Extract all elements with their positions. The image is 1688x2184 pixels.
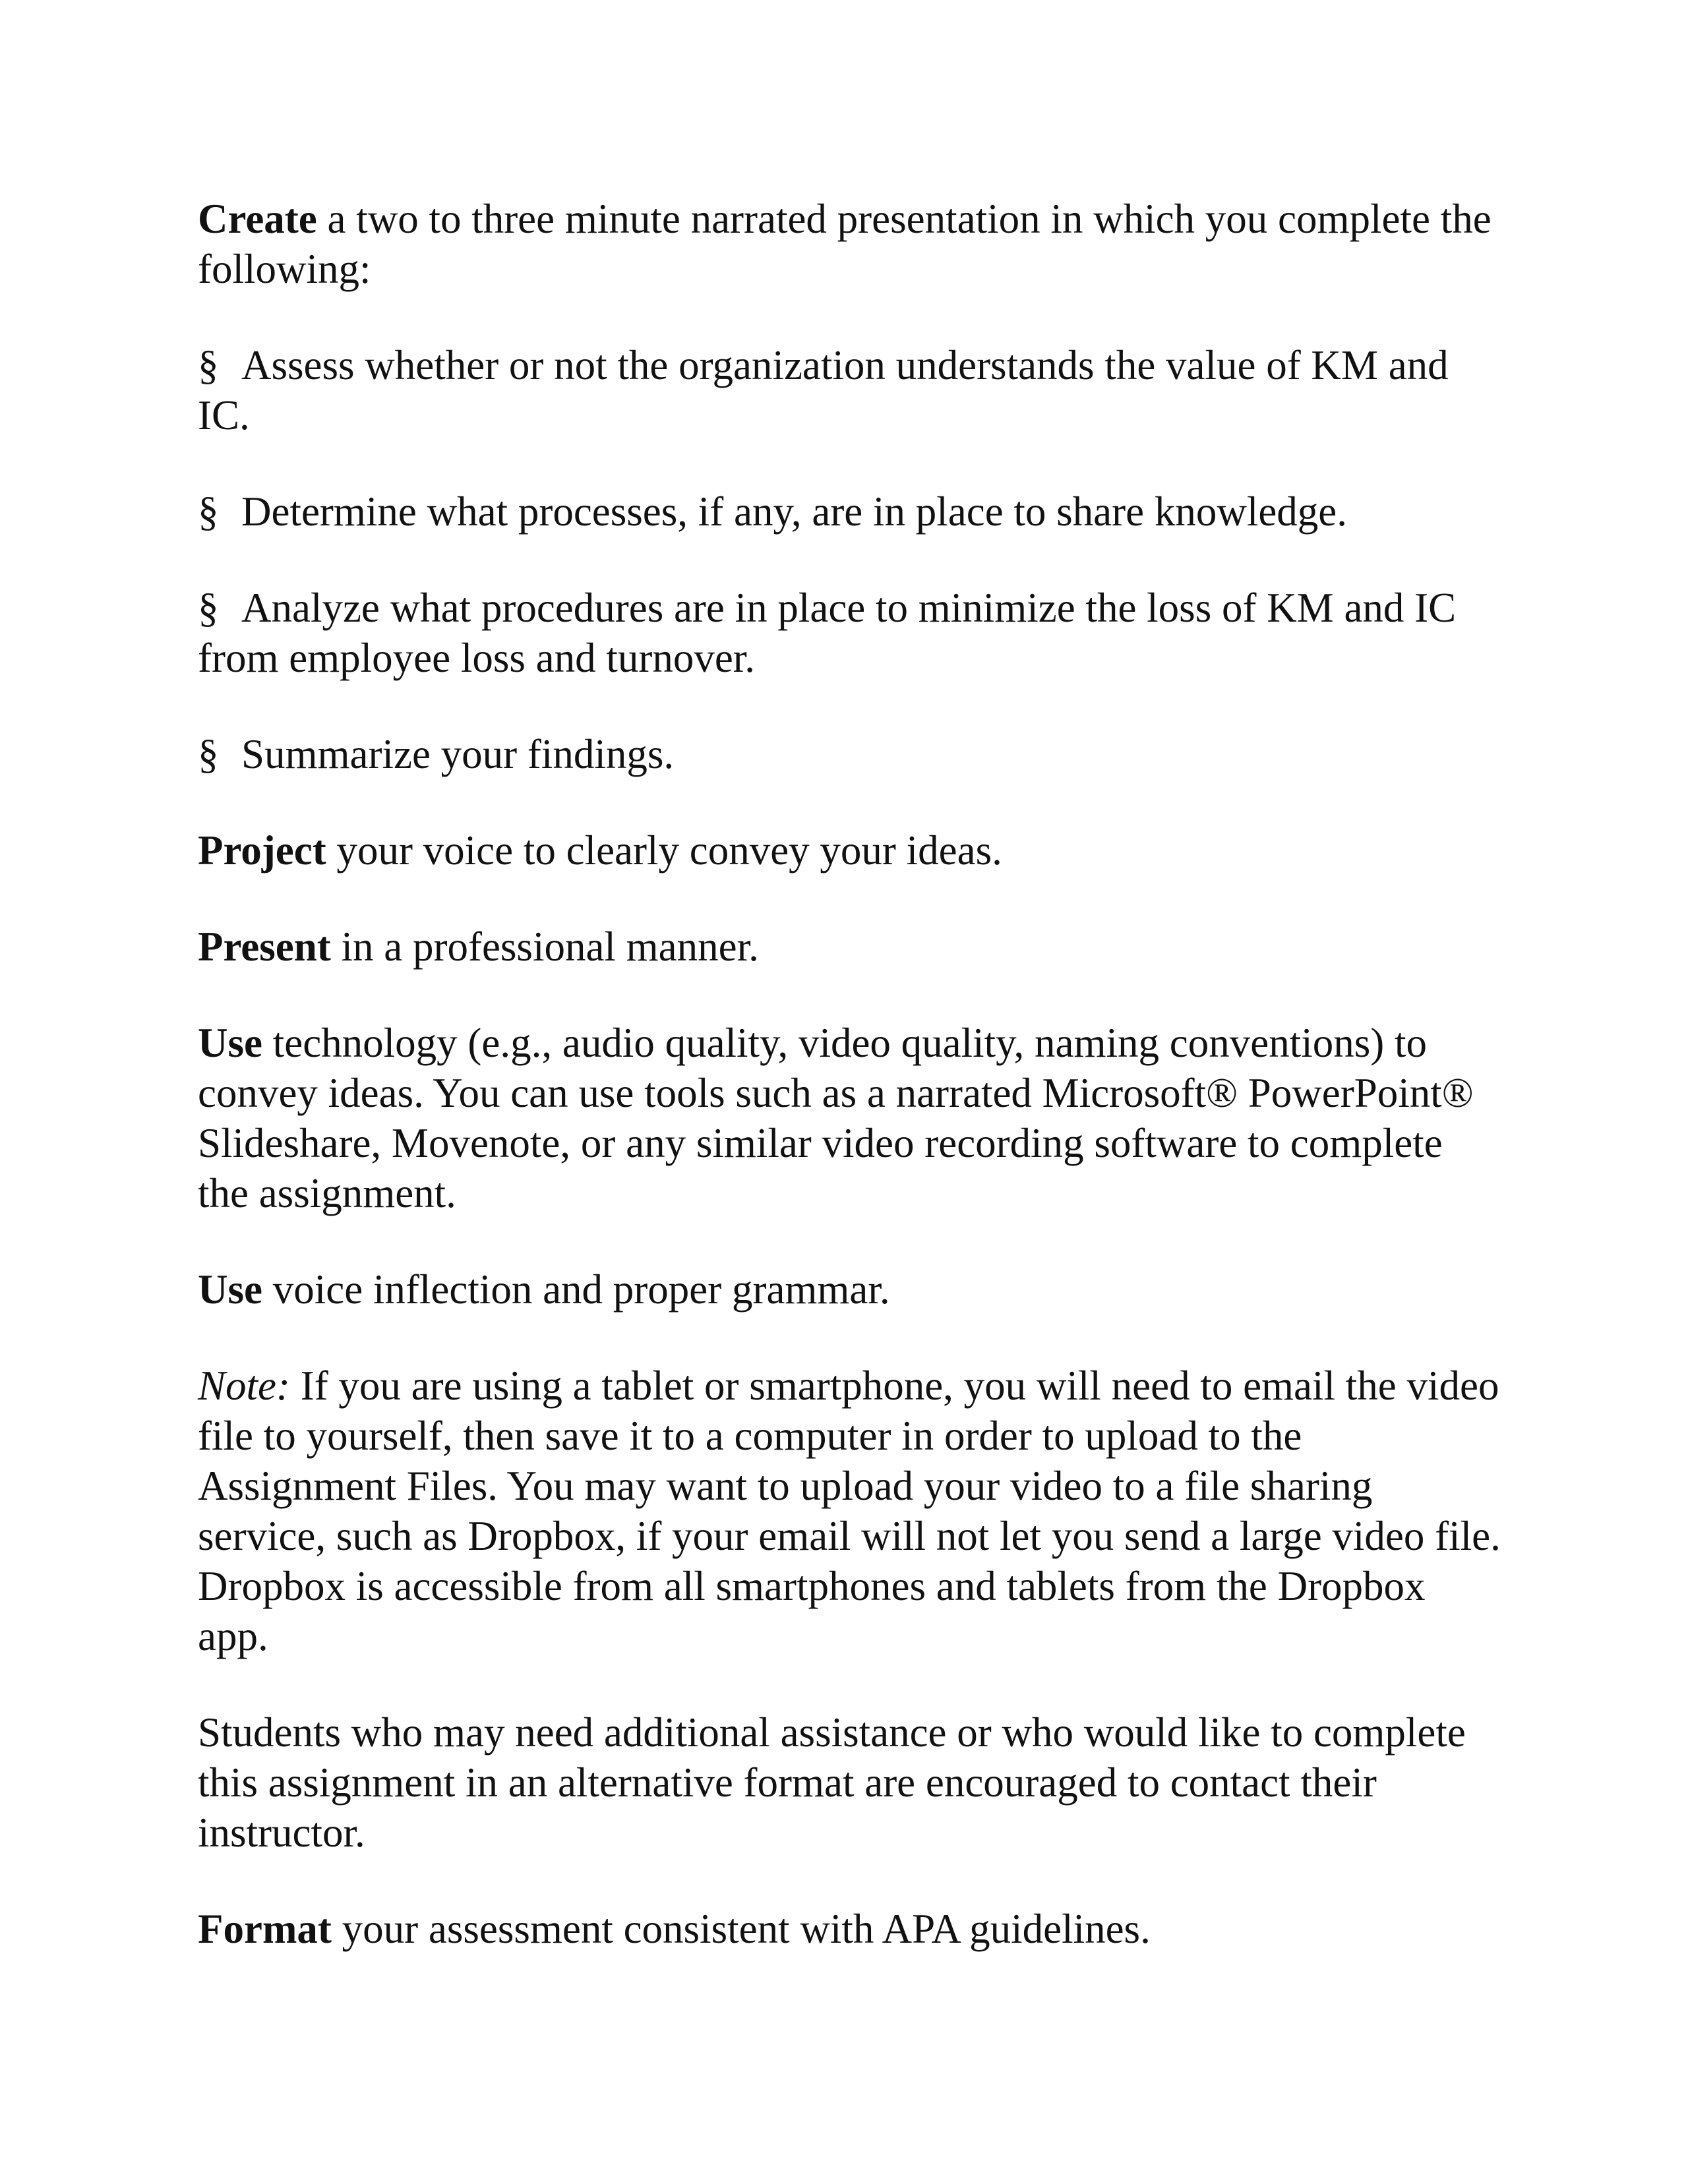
section-mark-icon: § xyxy=(198,342,219,388)
bullet-text: Summarize your findings. xyxy=(241,731,675,777)
bullet-summarize xyxy=(198,729,1503,779)
use-keyword: Use xyxy=(198,1266,262,1313)
format-paragraph xyxy=(198,1904,1503,1954)
project-text: your voice to clearly convey your ideas. xyxy=(326,827,1002,873)
present-keyword: Present xyxy=(198,924,331,970)
use-voice-text: voice inflection and proper grammar. xyxy=(262,1266,890,1313)
note-label: Note: xyxy=(198,1363,290,1409)
present-text: in a professional manner. xyxy=(330,924,759,970)
bullet-text: Analyze what procedures are in place to minimize the loss of KM and IC from employee loss and turnover. xyxy=(198,585,1457,681)
use-technology-text: technology (e.g., audio quality, video quality, naming conventions) to convey ideas. You can use tools such as a narrated Microsoft® PowerPoint® Slideshare, Movenote, or any similar video recording software to complete the assignment. xyxy=(198,1020,1474,1216)
intro-paragraph xyxy=(198,194,1503,294)
format-keyword: Format xyxy=(198,1906,332,1952)
bullet-text: Determine what processes, if any, are in place to share knowledge. xyxy=(241,488,1348,535)
note-paragraph xyxy=(198,1361,1503,1661)
bullet-text: Assess whether or not the organization understands the value of KM and IC. xyxy=(198,342,1449,438)
section-mark-icon: § xyxy=(198,585,219,631)
use-voice-paragraph xyxy=(198,1264,1503,1314)
use-keyword: Use xyxy=(198,1020,262,1066)
section-mark-icon: § xyxy=(198,731,219,777)
students-text: Students who may need additional assistance or who would like to complete this assignment in an alternative format are encouraged to contact their instructor. xyxy=(198,1709,1466,1856)
document-body xyxy=(198,194,1503,1954)
create-keyword: Create xyxy=(198,196,317,242)
project-keyword: Project xyxy=(198,827,326,873)
use-technology-paragraph xyxy=(198,1018,1503,1218)
format-text: your assessment consistent with APA guidelines. xyxy=(331,1906,1151,1952)
bullet-determine xyxy=(198,487,1503,537)
intro-text: a two to three minute narrated presentation in which you complete the following: xyxy=(198,196,1492,292)
project-paragraph xyxy=(198,825,1503,875)
bullet-assess xyxy=(198,340,1503,440)
students-paragraph xyxy=(198,1707,1503,1858)
bullet-analyze xyxy=(198,583,1503,683)
section-mark-icon: § xyxy=(198,488,219,535)
note-text: If you are using a tablet or smartphone, you will need to email the video file to yourself, then save it to a computer in order to upload to the Assignment Files. You may want to upload your video to a file sharing service, such as Dropbox, if your email will not let you send a large video file. Dropbox is accessible from all smartphones and tablets from the Dropbox app. xyxy=(198,1363,1501,1659)
present-paragraph xyxy=(198,922,1503,972)
